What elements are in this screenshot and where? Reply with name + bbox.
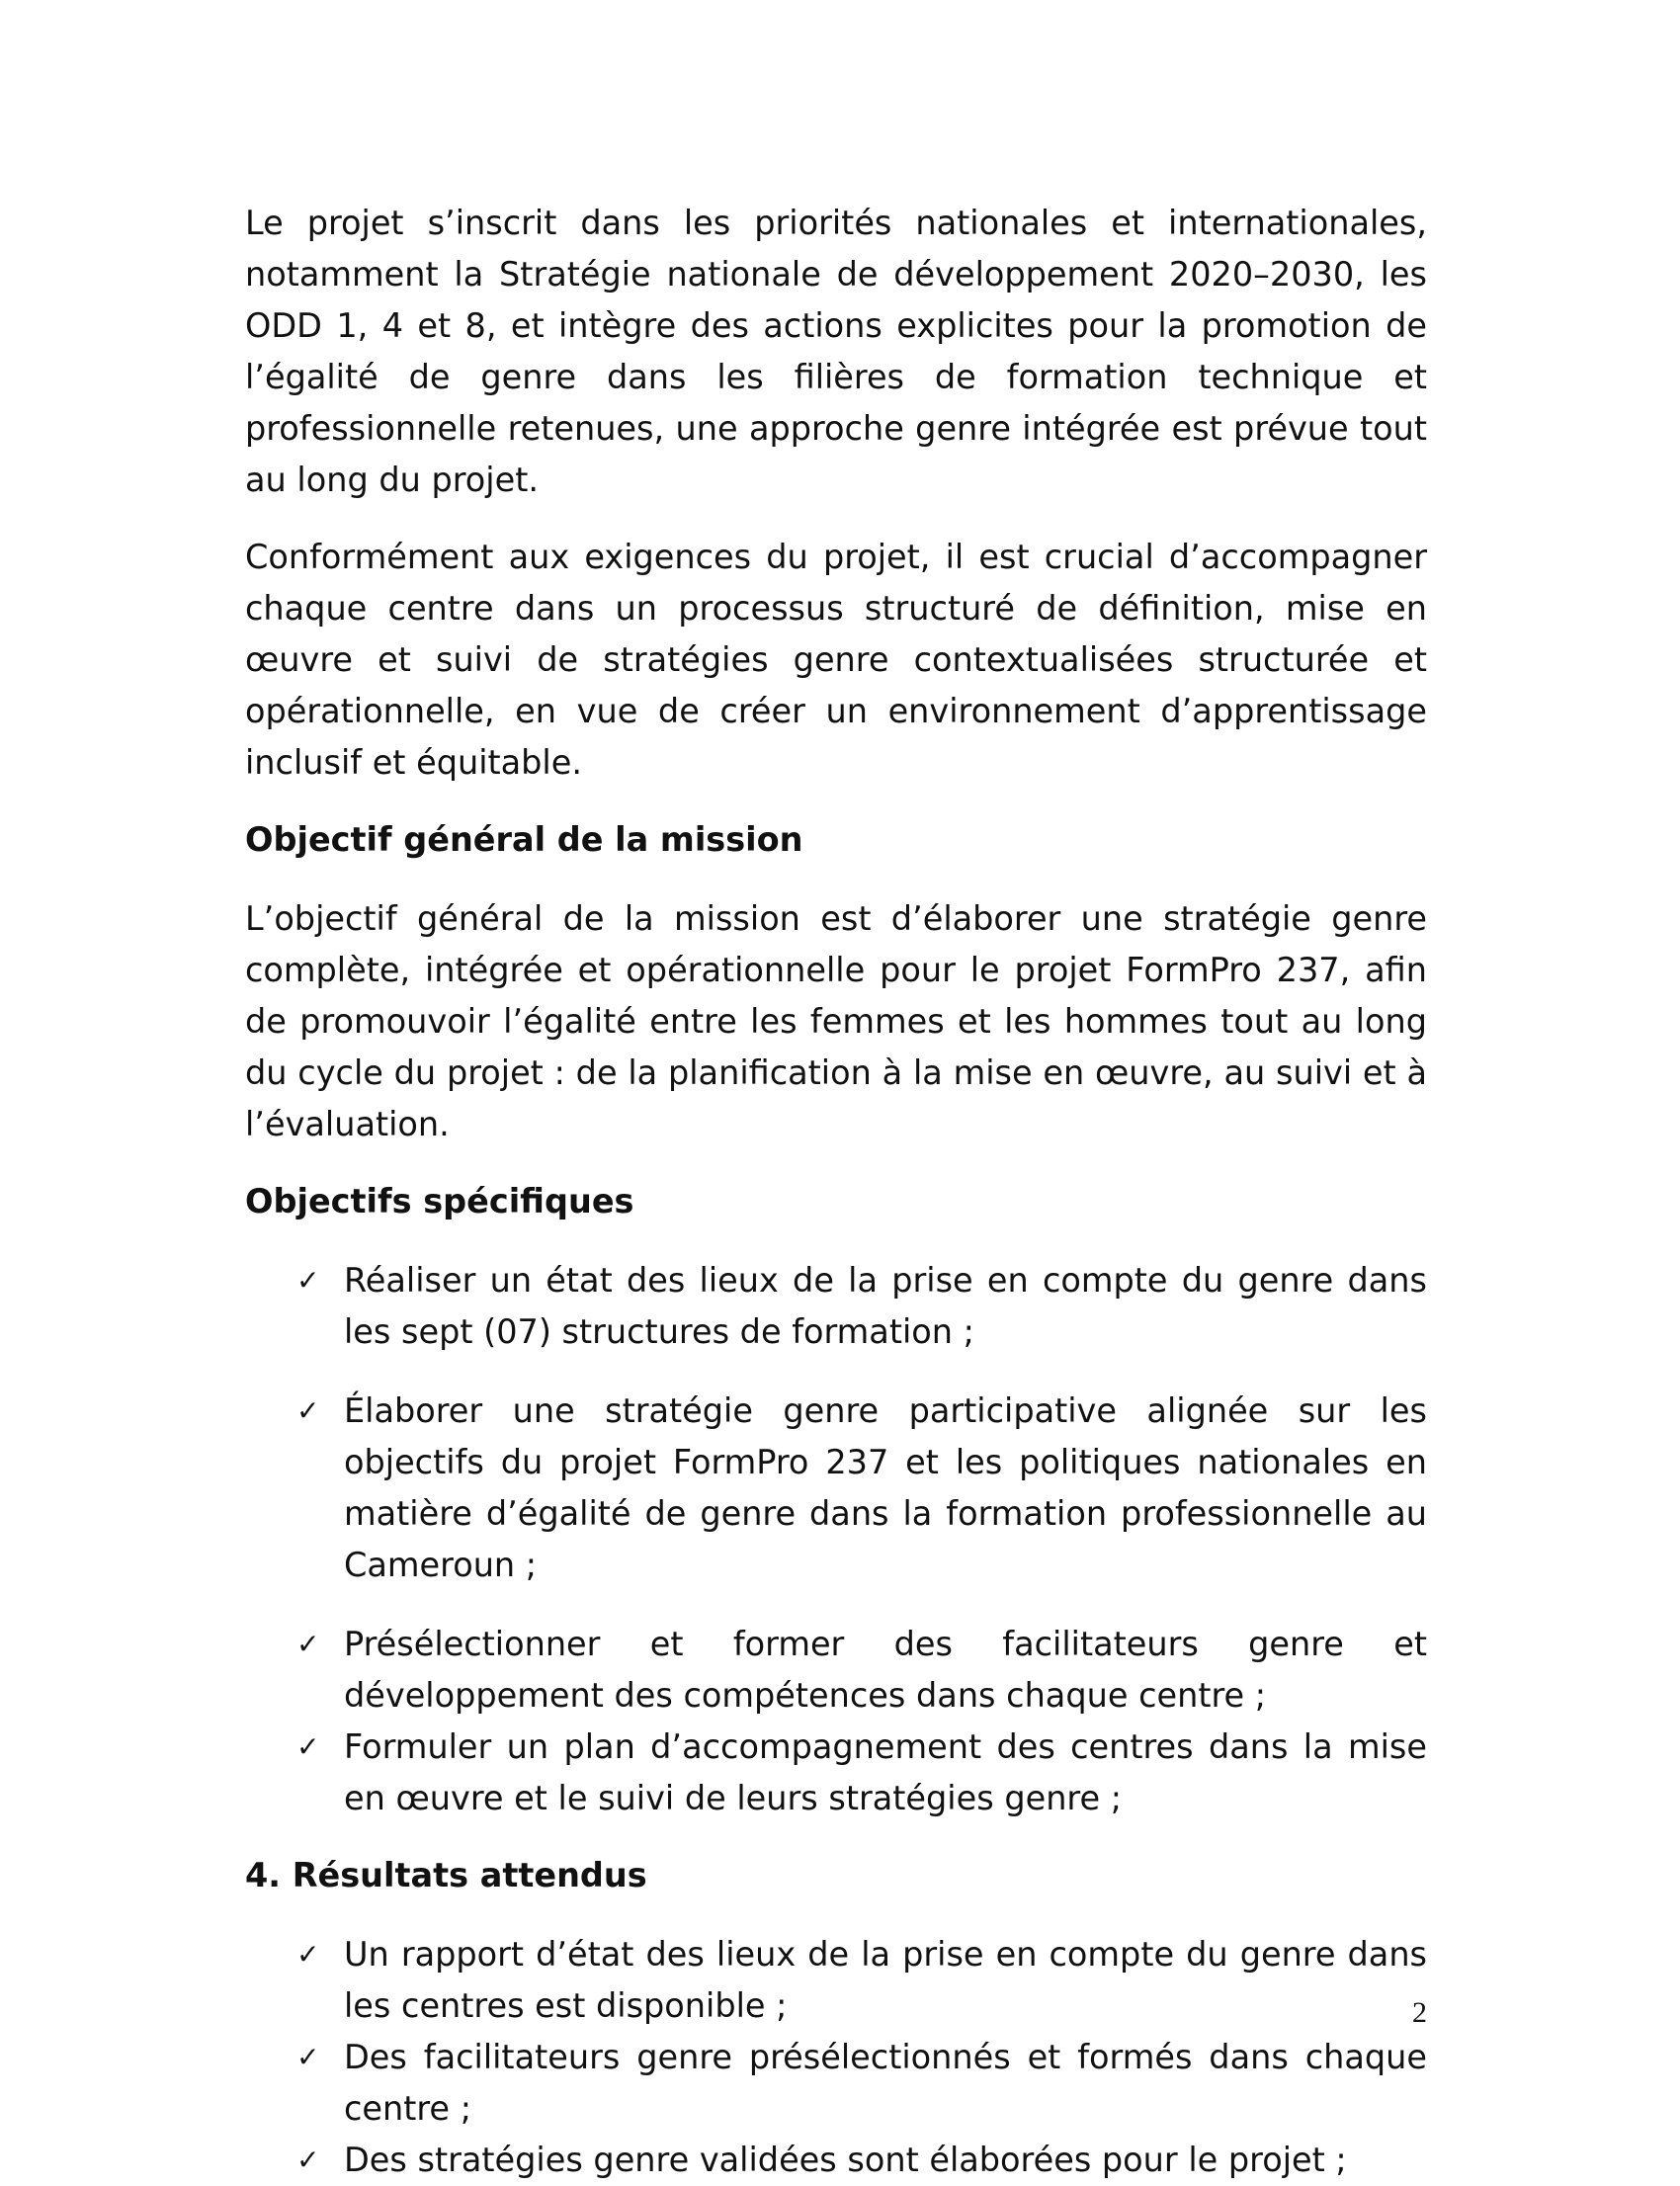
list-item-text: Des stratégies genre validées sont élaborées pour le projet ; (344, 2141, 1347, 2179)
section-heading-resultats-attendus: 4. Résultats attendus (245, 1856, 647, 1894)
section-heading-objectifs-specifiques: Objectifs spécifiques (245, 1182, 634, 1220)
list-item (245, 1929, 1427, 2032)
list-item (245, 1386, 1427, 1591)
page-body (245, 198, 1427, 2186)
list-item (245, 1722, 1427, 1824)
objectif-general-paragraph: L’objectif général de la mission est d’élaborer une stratégie genre complète, intégrée et opérationnelle pour le projet FormPro 237, afin de promouvoir l’égalité entre les femmes et les hommes tout au long du cycle du projet : de la planification à la mise en œuvre, au suivi et à l’évaluation. (245, 899, 1427, 1143)
list-item-text: Présélectionner et former des facilitateurs genre et développement des compétences dans chaque centre ; (344, 1625, 1427, 1715)
checkmark-icon: ✓ (296, 1730, 320, 1763)
list-item-text: Un rapport d’état des lieux de la prise en compte du genre dans les centres est disponible ; (344, 1935, 1427, 2025)
checkmark-icon: ✓ (296, 1264, 320, 1297)
checkmark-icon: ✓ (296, 1394, 320, 1427)
list-item (245, 2135, 1427, 2186)
list-item (245, 2032, 1427, 2135)
intro-paragraph-1: Le projet s’inscrit dans les priorités nationales et internationales, notamment la Stratégie nationale de développement 2020–2030, les ODD 1, 4 et 8, et intègre des actions explicites pour la promotion de l’égalité de genre dans les filières de formation technique et professionnelle retenues, une approche genre intégrée est prévue tout au long du projet. (245, 204, 1427, 499)
checkmark-icon: ✓ (296, 1938, 320, 1971)
resultats-attendus-list (245, 1929, 1427, 2186)
intro-paragraph-2: Conformément aux exigences du projet, il est crucial d’accompagner chaque centre dans un processus structuré de définition, mise en œuvre et suivi de stratégies genre contextualisées structurée et opérationnelle, en vue de créer un environnement d’apprentissage inclusif et équitable. (245, 538, 1427, 782)
list-item-text: Réaliser un état des lieux de la prise en compte du genre dans les sept (07) structures de formation ; (344, 1261, 1427, 1351)
checkmark-icon: ✓ (296, 2144, 320, 2176)
checkmark-icon: ✓ (296, 2041, 320, 2073)
objectifs-specifiques-list (245, 1255, 1427, 1824)
list-item-text: Des facilitateurs genre présélectionnés et formés dans chaque centre ; (344, 2038, 1427, 2128)
list-item-text: Élaborer une stratégie genre participative alignée sur les objectifs du projet FormPro 237 et les politiques nationales en matière d’égalité de genre dans la formation professionnelle au Cameroun ; (344, 1391, 1427, 1584)
checkmark-icon: ✓ (296, 1628, 320, 1660)
list-item (245, 1255, 1427, 1358)
section-heading-objectif-general: Objectif général de la mission (245, 820, 803, 859)
list-item (245, 1619, 1427, 1722)
list-item-text: Formuler un plan d’accompagnement des centres dans la mise en œuvre et le suivi de leurs stratégies genre ; (344, 1727, 1427, 1817)
page-number: 2 (1412, 1996, 1427, 2029)
